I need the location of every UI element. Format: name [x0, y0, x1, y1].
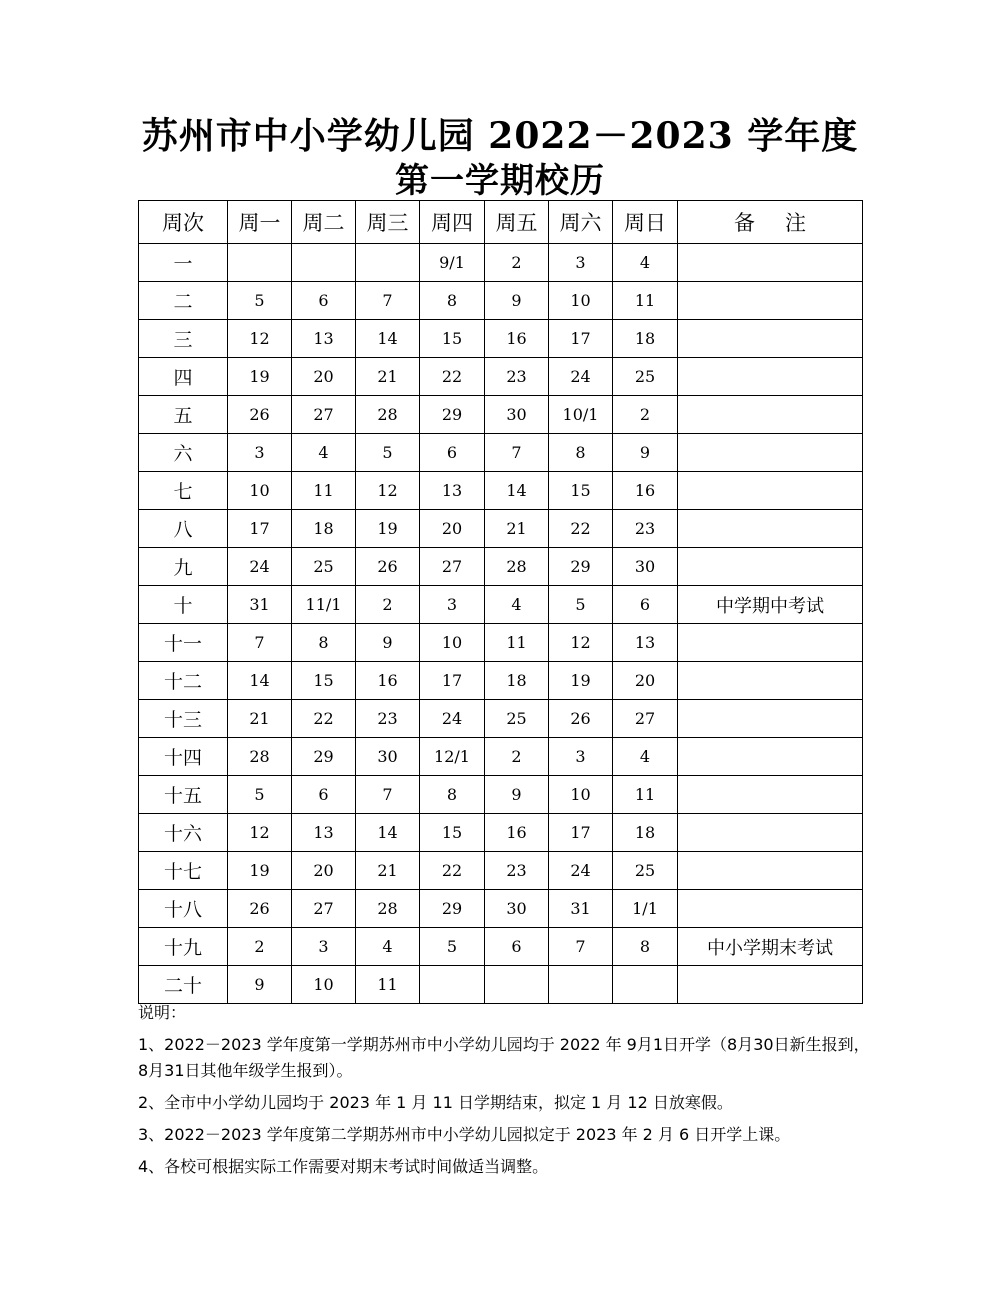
remark-cell: 中小学期末考试 — [678, 928, 863, 966]
date-cell: 14 — [228, 662, 292, 700]
date-cell: 3 — [228, 434, 292, 472]
date-cell: 8 — [613, 928, 678, 966]
remark-cell — [678, 472, 863, 510]
note-item-4: 4、各校可根据实际工作需要对期末考试时间做适当调整。 — [138, 1157, 549, 1176]
date-cell — [356, 244, 420, 282]
date-cell: 10 — [549, 282, 613, 320]
date-cell: 16 — [485, 320, 549, 358]
date-cell: 22 — [420, 358, 485, 396]
school-calendar-table — [138, 200, 863, 1004]
page-subtitle: 第一学期校历 — [395, 161, 605, 201]
header-week: 周次 — [139, 201, 228, 244]
date-cell: 11 — [356, 966, 420, 1004]
date-cell: 26 — [356, 548, 420, 586]
date-cell: 19 — [228, 852, 292, 890]
date-cell: 4 — [485, 586, 549, 624]
date-cell: 10/1 — [549, 396, 613, 434]
remark-cell — [678, 358, 863, 396]
date-cell: 11 — [613, 282, 678, 320]
remark-cell — [678, 700, 863, 738]
date-cell: 26 — [228, 890, 292, 928]
date-cell: 2 — [613, 396, 678, 434]
date-cell: 29 — [292, 738, 356, 776]
date-cell: 4 — [613, 738, 678, 776]
date-cell: 13 — [292, 814, 356, 852]
table-row — [139, 434, 863, 472]
date-cell: 13 — [613, 624, 678, 662]
date-cell: 29 — [549, 548, 613, 586]
date-cell: 29 — [420, 396, 485, 434]
date-cell: 23 — [485, 358, 549, 396]
date-cell: 21 — [228, 700, 292, 738]
date-cell: 9 — [485, 776, 549, 814]
date-cell: 3 — [549, 244, 613, 282]
remark-cell — [678, 244, 863, 282]
date-cell: 17 — [228, 510, 292, 548]
date-cell: 22 — [420, 852, 485, 890]
remark-cell — [678, 434, 863, 472]
date-cell: 18 — [292, 510, 356, 548]
date-cell: 31 — [549, 890, 613, 928]
date-cell: 11 — [613, 776, 678, 814]
table-row — [139, 510, 863, 548]
date-cell: 4 — [292, 434, 356, 472]
date-cell: 18 — [485, 662, 549, 700]
date-cell — [420, 966, 485, 1004]
week-number-cell: 十三 — [139, 700, 228, 738]
remark-cell — [678, 396, 863, 434]
date-cell: 12 — [549, 624, 613, 662]
week-number-cell: 七 — [139, 472, 228, 510]
date-cell: 24 — [420, 700, 485, 738]
date-cell: 24 — [549, 358, 613, 396]
date-cell: 14 — [356, 320, 420, 358]
remark-cell — [678, 320, 863, 358]
week-number-cell: 三 — [139, 320, 228, 358]
date-cell: 8 — [549, 434, 613, 472]
date-cell: 6 — [292, 776, 356, 814]
date-cell: 30 — [485, 890, 549, 928]
date-cell: 6 — [485, 928, 549, 966]
date-cell: 30 — [485, 396, 549, 434]
date-cell: 29 — [420, 890, 485, 928]
table-header-row — [139, 201, 863, 244]
date-cell: 11 — [292, 472, 356, 510]
week-number-cell: 十七 — [139, 852, 228, 890]
header-sun: 周日 — [613, 201, 678, 244]
date-cell: 27 — [292, 890, 356, 928]
date-cell: 20 — [420, 510, 485, 548]
week-number-cell: 十二 — [139, 662, 228, 700]
table-row — [139, 814, 863, 852]
date-cell: 10 — [549, 776, 613, 814]
week-number-cell: 四 — [139, 358, 228, 396]
date-cell: 9 — [356, 624, 420, 662]
date-cell: 2 — [228, 928, 292, 966]
date-cell: 11/1 — [292, 586, 356, 624]
remark-cell — [678, 890, 863, 928]
date-cell: 27 — [420, 548, 485, 586]
date-cell: 3 — [292, 928, 356, 966]
header-mon: 周一 — [228, 201, 292, 244]
date-cell: 2 — [485, 244, 549, 282]
date-cell: 24 — [549, 852, 613, 890]
remark-cell — [678, 776, 863, 814]
date-cell: 9 — [228, 966, 292, 1004]
table-row — [139, 396, 863, 434]
week-number-cell: 九 — [139, 548, 228, 586]
date-cell: 9 — [485, 282, 549, 320]
header-fri: 周五 — [485, 201, 549, 244]
date-cell: 30 — [356, 738, 420, 776]
table-row — [139, 776, 863, 814]
date-cell: 7 — [549, 928, 613, 966]
date-cell: 25 — [613, 852, 678, 890]
remark-cell — [678, 548, 863, 586]
notes-section — [138, 1000, 878, 1180]
date-cell: 18 — [613, 814, 678, 852]
date-cell: 3 — [420, 586, 485, 624]
date-cell: 7 — [356, 282, 420, 320]
week-number-cell: 二 — [139, 282, 228, 320]
date-cell: 17 — [549, 320, 613, 358]
date-cell: 6 — [292, 282, 356, 320]
date-cell: 16 — [356, 662, 420, 700]
table-row — [139, 700, 863, 738]
date-cell: 16 — [613, 472, 678, 510]
date-cell: 23 — [356, 700, 420, 738]
remark-cell: 中学期中考试 — [678, 586, 863, 624]
header-wed: 周三 — [356, 201, 420, 244]
date-cell: 9/1 — [420, 244, 485, 282]
date-cell: 28 — [228, 738, 292, 776]
date-cell: 12 — [228, 320, 292, 358]
week-number-cell: 十四 — [139, 738, 228, 776]
date-cell: 3 — [549, 738, 613, 776]
date-cell: 19 — [228, 358, 292, 396]
date-cell: 28 — [356, 396, 420, 434]
table-row — [139, 966, 863, 1004]
date-cell: 25 — [485, 700, 549, 738]
date-cell: 13 — [292, 320, 356, 358]
table-row — [139, 928, 863, 966]
table-row — [139, 852, 863, 890]
table-row — [139, 282, 863, 320]
table-row — [139, 624, 863, 662]
table-row — [139, 738, 863, 776]
table-row — [139, 548, 863, 586]
date-cell: 26 — [549, 700, 613, 738]
header-sat: 周六 — [549, 201, 613, 244]
week-number-cell: 十五 — [139, 776, 228, 814]
date-cell: 8 — [420, 282, 485, 320]
date-cell: 14 — [356, 814, 420, 852]
table-row — [139, 320, 863, 358]
week-number-cell: 十八 — [139, 890, 228, 928]
date-cell: 8 — [420, 776, 485, 814]
date-cell: 18 — [613, 320, 678, 358]
date-cell: 7 — [228, 624, 292, 662]
date-cell — [485, 966, 549, 1004]
date-cell: 6 — [420, 434, 485, 472]
date-cell: 12/1 — [420, 738, 485, 776]
date-cell — [292, 244, 356, 282]
header-thu: 周四 — [420, 201, 485, 244]
table-row — [139, 244, 863, 282]
date-cell: 10 — [228, 472, 292, 510]
date-cell: 16 — [485, 814, 549, 852]
date-cell: 22 — [292, 700, 356, 738]
date-cell: 23 — [613, 510, 678, 548]
table-row — [139, 662, 863, 700]
remark-cell — [678, 738, 863, 776]
date-cell: 20 — [613, 662, 678, 700]
remark-cell — [678, 814, 863, 852]
remark-cell — [678, 510, 863, 548]
date-cell: 15 — [420, 814, 485, 852]
date-cell: 11 — [485, 624, 549, 662]
date-cell: 28 — [356, 890, 420, 928]
date-cell: 1/1 — [613, 890, 678, 928]
week-number-cell: 十一 — [139, 624, 228, 662]
date-cell: 7 — [485, 434, 549, 472]
week-number-cell: 十九 — [139, 928, 228, 966]
date-cell: 23 — [485, 852, 549, 890]
week-number-cell: 六 — [139, 434, 228, 472]
date-cell: 15 — [549, 472, 613, 510]
date-cell: 4 — [613, 244, 678, 282]
date-cell: 15 — [292, 662, 356, 700]
table-row — [139, 586, 863, 624]
table-row — [139, 472, 863, 510]
note-item-2: 2、全市中小学幼儿园均于 2023 年 1 月 11 日学期结束，拟定 1 月 12 日放寒假。 — [138, 1093, 733, 1112]
date-cell: 14 — [485, 472, 549, 510]
date-cell: 5 — [228, 282, 292, 320]
table-row — [139, 358, 863, 396]
date-cell: 17 — [549, 814, 613, 852]
date-cell: 5 — [549, 586, 613, 624]
date-cell: 21 — [356, 358, 420, 396]
date-cell: 10 — [420, 624, 485, 662]
table-body — [139, 244, 863, 1004]
week-number-cell: 五 — [139, 396, 228, 434]
date-cell: 20 — [292, 852, 356, 890]
week-number-cell: 十六 — [139, 814, 228, 852]
date-cell: 26 — [228, 396, 292, 434]
date-cell: 25 — [292, 548, 356, 586]
date-cell: 5 — [420, 928, 485, 966]
date-cell: 15 — [420, 320, 485, 358]
date-cell: 27 — [613, 700, 678, 738]
date-cell: 21 — [356, 852, 420, 890]
page-title: 苏州市中小学幼儿园 2022－2023 学年度 — [141, 115, 859, 157]
notes-heading: 说明： — [138, 1003, 187, 1022]
table-row — [139, 890, 863, 928]
date-cell: 9 — [613, 434, 678, 472]
remark-cell — [678, 662, 863, 700]
date-cell: 13 — [420, 472, 485, 510]
date-cell: 12 — [228, 814, 292, 852]
date-cell: 25 — [613, 358, 678, 396]
date-cell: 19 — [549, 662, 613, 700]
header-remarks: 备注 — [678, 201, 863, 244]
date-cell: 4 — [356, 928, 420, 966]
date-cell: 12 — [356, 472, 420, 510]
date-cell: 10 — [292, 966, 356, 1004]
week-number-cell: 二十 — [139, 966, 228, 1004]
week-number-cell: 八 — [139, 510, 228, 548]
remark-cell — [678, 624, 863, 662]
date-cell: 2 — [356, 586, 420, 624]
date-cell: 22 — [549, 510, 613, 548]
date-cell — [228, 244, 292, 282]
date-cell: 30 — [613, 548, 678, 586]
week-number-cell: 十 — [139, 586, 228, 624]
remark-cell — [678, 966, 863, 1004]
date-cell: 5 — [356, 434, 420, 472]
date-cell: 27 — [292, 396, 356, 434]
date-cell: 8 — [292, 624, 356, 662]
note-item-1: 1、2022－2023 学年度第一学期苏州市中小学幼儿园均于 2022 年 9月1日开学（8月30日新生报到，8月31日其他年级学生报到）。 — [138, 1035, 870, 1080]
remark-cell — [678, 282, 863, 320]
date-cell: 31 — [228, 586, 292, 624]
date-cell: 17 — [420, 662, 485, 700]
date-cell: 6 — [613, 586, 678, 624]
date-cell — [613, 966, 678, 1004]
note-item-3: 3、2022－2023 学年度第二学期苏州市中小学幼儿园拟定于 2023 年 2 月 6 日开学上课。 — [138, 1125, 791, 1144]
date-cell: 19 — [356, 510, 420, 548]
date-cell: 21 — [485, 510, 549, 548]
date-cell: 2 — [485, 738, 549, 776]
remark-cell — [678, 852, 863, 890]
date-cell: 7 — [356, 776, 420, 814]
date-cell: 5 — [228, 776, 292, 814]
date-cell: 28 — [485, 548, 549, 586]
date-cell — [549, 966, 613, 1004]
header-tue: 周二 — [292, 201, 356, 244]
date-cell: 20 — [292, 358, 356, 396]
week-number-cell: 一 — [139, 244, 228, 282]
date-cell: 24 — [228, 548, 292, 586]
